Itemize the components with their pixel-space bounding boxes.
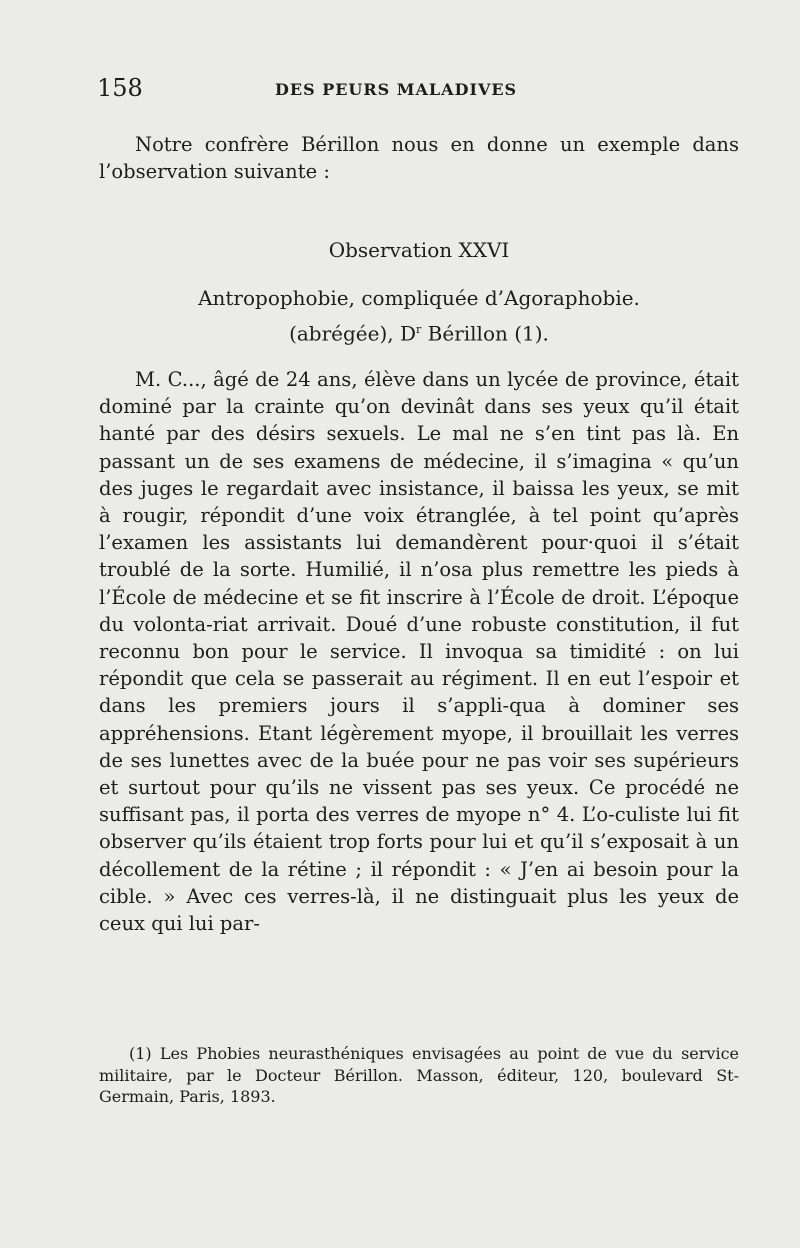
page-header — [97, 74, 747, 104]
observation-subtitle-block — [99, 283, 739, 350]
observation-source-sup: r — [416, 323, 422, 336]
observation-title: Observation XXVI — [328, 238, 510, 262]
observation-source — [99, 314, 739, 350]
observation-source-suffix: Bérillon (1). — [421, 321, 549, 346]
footnote: (1) Les Phobies neurasthéniques envisagées au point de vue du service militaire, par le Docteur Bérillon. Masson, éditeur, 120, boulevard St-Germain, Paris, 1893. — [99, 1044, 739, 1106]
observation-source-prefix: (abrégée), D — [289, 321, 417, 346]
observation-subtitle: Antropophobie, compliquée d’Agoraphobie. — [198, 286, 640, 310]
running-head: DES PEURS MALADIVES — [275, 80, 518, 99]
intro-paragraph: Notre confrère Bérillon nous en donne un exemple dans l’observation suivante : — [99, 133, 739, 184]
page-number: 158 — [97, 74, 143, 102]
main-paragraph: M. C..., âgé de 24 ans, élève dans un lycée de province, était dominé par la crainte qu’on devinât dans ses yeux qu’il était hanté par des désirs sexuels. Le mal ne s’en tint pas là. En passant un de ses examens de médecine, il s’imagina « qu’un des juges le regardait avec insistance, il baissa les yeux, se mit à rougir, répondit d’une voix étranglée, à tel point qu’après l’examen les assistants lui demandèrent pour·quoi il s’était troublé de la sorte. Humilié, il n’osa plus remettre les pieds à l’École de médecine et se fit inscrire à l’École de droit. L’époque du volonta-riat arrivait. Doué d’une robuste constitution, il fut reconnu bon pour le service. Il invoqua sa timidité : on lui répondit que cela se passerait au régiment. Il en eut l’espoir et dans les premiers jours il s’appli-qua à dominer ses appréhensions. Etant légèrement myope, il brouillait les verres de ses lunettes avec de la buée pour ne pas voir ses supérieurs et surtout pour qu’ils ne vissent pas ses yeux. Ce procédé ne suffisant pas, il porta des verres de myope n° 4. L’o-culiste lui fit observer qu’ils étaient trop forts pour lui et qu’il s’exposait à un décollement de la rétine ; il répondit : « J’en ai besoin pour la cible. » Avec ces verres-là, il ne distinguait plus les yeux de ceux qui lui par- — [99, 368, 739, 936]
